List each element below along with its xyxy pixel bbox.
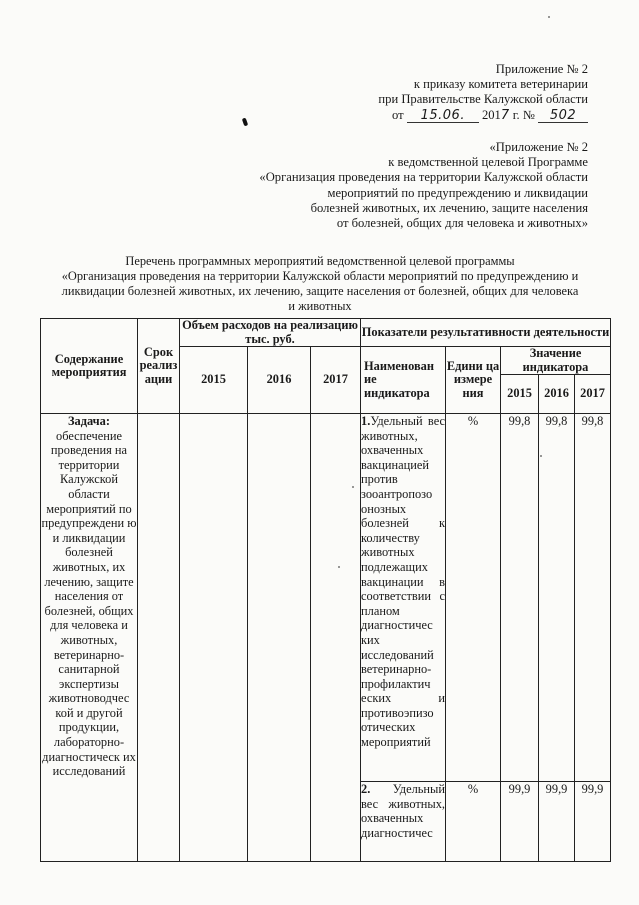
- date-prefix: от: [392, 107, 404, 122]
- unit-cell: %: [446, 782, 501, 862]
- appendix-line-1: Приложение № 2: [495, 62, 588, 76]
- program-appendix-line: «Организация проведения на территории Калужской области: [259, 170, 588, 185]
- appendix-line-3: при Правительстве Калужской области: [378, 92, 588, 107]
- expense-cell: [180, 414, 248, 862]
- indicator-name-cell: [361, 782, 446, 862]
- header-year: 2015: [180, 347, 248, 414]
- handwritten-number: 502: [549, 107, 577, 123]
- handwritten-date: 15.06.: [420, 107, 465, 123]
- program-appendix-line: от болезней, общих для человека и животных»: [336, 216, 588, 231]
- header-expenses: Объем расходов на реализацию тыс. руб.: [180, 319, 361, 347]
- year-prefix: 201: [481, 107, 501, 122]
- indicator-number: 1.: [361, 414, 371, 428]
- year-suffix: г. №: [512, 107, 535, 122]
- program-appendix-line: к ведомственной целевой Программе: [388, 155, 588, 170]
- header-content: Содержание мероприятия: [41, 319, 138, 414]
- value-cell: 99,8: [501, 414, 539, 782]
- value-cell: 99,8: [575, 414, 611, 782]
- program-appendix-line: мероприятий по предупреждению и ликвидации: [327, 185, 588, 200]
- value-cell: 99,8: [539, 414, 575, 782]
- value-cell: 99,9: [539, 782, 575, 862]
- header-indicators: Показатели результативности деятельности: [361, 319, 611, 347]
- appendix-block: [378, 62, 588, 123]
- expense-cell: [311, 414, 361, 862]
- handwritten-year: 7: [500, 107, 510, 123]
- header-value-year: 2016: [539, 375, 575, 414]
- document-title: [40, 254, 600, 314]
- indicator-name-cell: [361, 414, 446, 782]
- indicator-name: Удельный вес животных, охваченных вакцинацией против зооантропозо онозных болезней к количеству животных подлежащих вакцинации в соответствии с планом диагностичес ких исследований ветеринарно-профилактич еских и противоэпизо отических мероприятий: [361, 414, 446, 750]
- expense-cell: [248, 414, 311, 862]
- title-line: ликвидации болезней животных, их лечению, защите населения от болезней, общих для человека: [61, 284, 579, 298]
- header-term: Срок реализ ации: [138, 319, 180, 414]
- title-line: и животных: [288, 299, 352, 313]
- header-year: 2016: [248, 347, 311, 414]
- header-indicator-name: Наименован ие индикатора: [361, 347, 446, 414]
- program-appendix-line: болезней животных, их лечению, защите населения: [310, 200, 588, 215]
- value-cell: 99,9: [575, 782, 611, 862]
- header-unit: Едини ца измере ния: [446, 347, 501, 414]
- header-value-year: 2015: [501, 375, 539, 414]
- scan-speck: [548, 16, 550, 18]
- ink-blot: [242, 118, 248, 127]
- activities-table: [40, 318, 611, 862]
- appendix-line-2: к приказу комитета ветеринарии: [413, 77, 588, 92]
- task-text: обеспечение проведения на территории Калужской области мероприятий по предупреждени ю и ликвидации болезней животных, их лечению, защите населения от болезней, общих для человека и животных, ветеринарно-санитарной экспертизы животноводчес кой и другой продукции, лабораторно-диагностическ их исследований: [41, 428, 137, 779]
- program-appendix-block: [259, 140, 588, 231]
- title-line: «Организация проведения на территории Калужской области мероприятий по предупреждению и: [61, 269, 579, 283]
- header-year: 2017: [311, 347, 361, 414]
- task-label: Задача:: [67, 414, 110, 428]
- header-value-year: 2017: [575, 375, 611, 414]
- unit-cell: %: [446, 414, 501, 782]
- task-cell: [41, 414, 138, 862]
- indicator-number: 2.: [361, 782, 371, 796]
- header-indicator-value: Значение индикатора: [501, 347, 611, 375]
- value-cell: 99,9: [501, 782, 539, 862]
- title-line: Перечень программных мероприятий ведомственной целевой программы: [125, 254, 515, 268]
- program-appendix-line: «Приложение № 2: [489, 140, 588, 154]
- indicator-name: Удельный вес животных, охваченных диагностичес: [361, 782, 446, 840]
- term-cell: [138, 414, 180, 862]
- appendix-date-line: [378, 108, 588, 123]
